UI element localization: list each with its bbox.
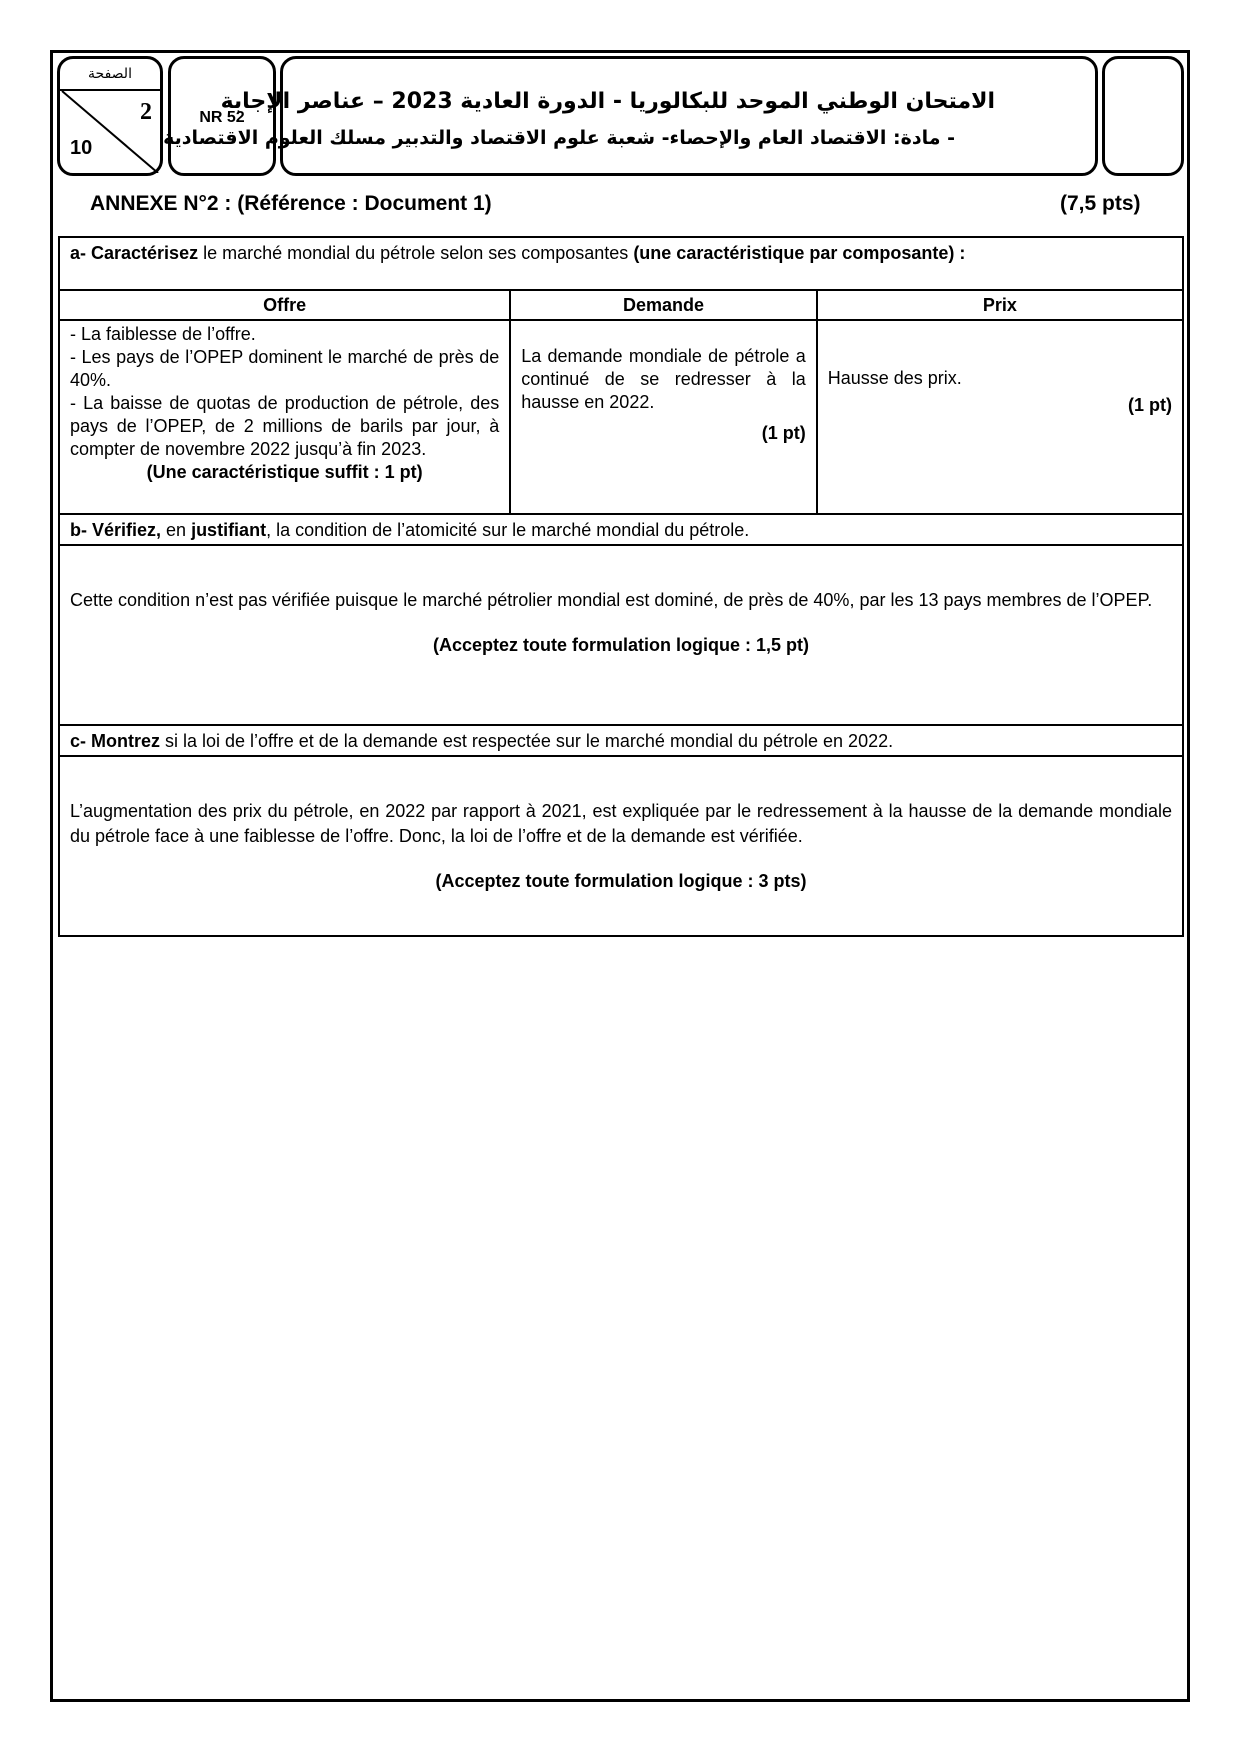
prix-cell: [817, 320, 1183, 514]
demande-points: (1 pt): [761, 423, 806, 443]
answer-table: [58, 289, 1184, 515]
answer-b-box: [58, 544, 1184, 726]
offre-points-note: (Une caractéristique suffit : 1 pt): [146, 462, 423, 482]
offre-item: - La baisse de quotas de production de pétrole, des pays de l’OPEP, de 2 millions de barils par jour, à compter de novembre 2022 jusqu’à fin 2023.: [70, 393, 500, 459]
answer-c-box: [58, 755, 1184, 937]
exam-subject: - مادة: الاقتصاد العام والإحصاء- شعبة علوم الاقتصاد والتدبير مسلك العلوم الاقتصادية: [163, 127, 955, 149]
prix-points: (1 pt): [1128, 395, 1172, 415]
column-header-prix: Prix: [817, 290, 1183, 320]
exam-code: NR 52: [199, 109, 245, 126]
page-total: 10: [70, 137, 93, 159]
question-b-verb: b- Vérifiez,: [70, 520, 162, 540]
prix-answer: Hausse des prix.: [827, 368, 962, 388]
question-a-text: le marché mondial du pétrole selon ses composantes: [198, 243, 634, 263]
exam-code-box: [168, 56, 276, 176]
answer-c-points-note: (Acceptez toute formulation logique : 3 pts): [435, 871, 807, 891]
offre-item: - La faiblesse de l’offre.: [70, 324, 256, 344]
page-number-box: [57, 56, 163, 176]
question-a: [58, 236, 1184, 291]
answer-b: Cette condition n’est pas vérifiée puisque le marché pétrolier mondial est dominé, de près de 40%, par les 13 pays membres de l’OPEP.: [70, 590, 1153, 610]
question-a-instruction: (une caractéristique par composante) :: [633, 243, 966, 263]
column-header-demande: Demande: [510, 290, 816, 320]
question-b-keyword: justifiant: [191, 520, 267, 540]
question-b: [58, 513, 1184, 546]
question-c-verb: c- Montrez: [70, 731, 160, 751]
logo-box: [1102, 56, 1184, 176]
annexe-total-points: (7,5 pts): [1060, 192, 1141, 215]
question-b-text-part: en: [161, 520, 192, 540]
column-header-offre: Offre: [59, 290, 510, 320]
answer-b-points-note: (Acceptez toute formulation logique : 1,5 pt): [432, 635, 809, 655]
question-c-text: si la loi de l’offre et de la demande est respectée sur le marché mondial du pétrole en 2022.: [160, 731, 894, 751]
offre-cell: [59, 320, 510, 514]
offre-item: - Les pays de l’OPEP dominent le marché de près de 40%.: [70, 347, 500, 390]
question-c: [58, 724, 1184, 757]
annexe-title: ANNEXE N°2 : (Référence : Document 1): [90, 192, 492, 215]
answer-c: L’augmentation des prix du pétrole, en 2022 par rapport à 2021, est expliquée par le redressement à la hausse de la demande mondiale du pétrole face à une faiblesse de l’offre. Donc, la loi de l’offre et de la demande est vérifiée.: [70, 801, 1172, 846]
question-b-text: , la condition de l’atomicité sur le marché mondial du pétrole.: [266, 520, 750, 540]
exam-title: الامتحان الوطني الموحد للبكالوريا - الدورة العادية 2023 – عناصر الإجابة: [220, 89, 995, 114]
question-a-verb: a- Caractérisez: [70, 243, 199, 263]
page-current: 2: [140, 99, 152, 125]
demande-answer: La demande mondiale de pétrole a continué de se redresser à la hausse en 2022.: [521, 346, 806, 412]
page-label: الصفحة: [60, 59, 160, 91]
demande-cell: [510, 320, 816, 514]
